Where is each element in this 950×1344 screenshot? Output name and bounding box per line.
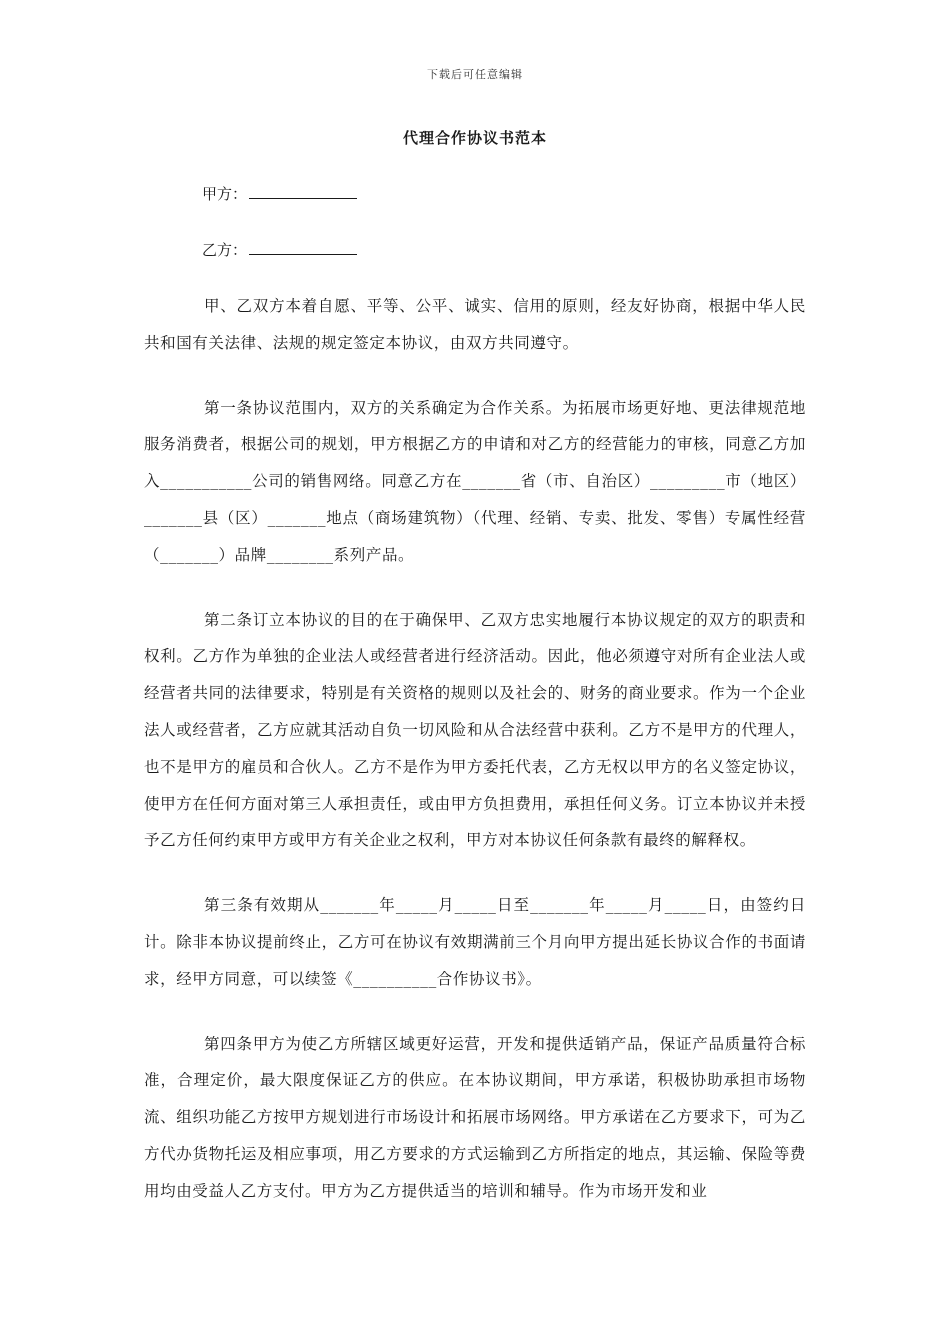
party-b-label: 乙方： xyxy=(202,241,248,259)
article-2-paragraph: 第二条订立本协议的目的在于确保甲、乙双方忠实地履行本协议规定的双方的职责和权利。乙方作为单独的企业法人或经营者进行经济活动。因此，他必须遵守对所有企业法人或经营者共同的法律要求，特别是有关资格的规则以及社会的、财务的商业要求。作为一个企业法人或经营者，乙方应就其活动自负一切风险和从合法经营中获利。乙方不是甲方的代理人，也不是甲方的雇员和合伙人。乙方不是作为甲方委托代表，乙方无权以甲方的名义签定协议，使甲方在任何方面对第三人承担责任，或由甲方负担费用，承担任何义务。订立本协议并未授予乙方任何约束甲方或甲方有关企业之权利，甲方对本协议任何条款有最终的解释权。 xyxy=(144,610,806,850)
article-1-paragraph: 第一条协议范围内，双方的关系确定为合作关系。为拓展市场更好地、更法律规范地服务消费者，根据公司的规划，甲方根据乙方的申请和对乙方的经营能力的审核，同意乙方加入___________公司的销售网络。同意乙方在_______省（市、自治区）_________市（地区）_______县（区）_______地点（商场建筑物）（代理、经销、专卖、批发、零售）专属性经营（_______）品牌________系列产品。 xyxy=(144,398,806,564)
document-title: 代理合作协议书范本 xyxy=(402,129,547,147)
document-body xyxy=(144,288,806,1238)
party-a-label: 甲方： xyxy=(202,185,248,203)
header-note: 下载后可任意编辑 xyxy=(427,68,523,81)
party-b-line xyxy=(202,240,357,260)
party-b-blank xyxy=(249,240,357,255)
party-a-line xyxy=(202,184,357,204)
article-3-paragraph: 第三条有效期从_______年_____月_____日至_______年_____月_____日，由签约日计。除非本协议提前终止，乙方可在协议有效期满前三个月向甲方提出延长协议合作的书面请求，经甲方同意，可以续签《__________合作协议书》。 xyxy=(144,896,806,988)
preamble-paragraph: 甲、乙双方本着自愿、平等、公平、诚实、信用的原则，经友好协商，根据中华人民共和国有关法律、法规的规定签定本协议，由双方共同遵守。 xyxy=(144,297,806,352)
article-4-paragraph: 第四条甲方为使乙方所辖区域更好运营，开发和提供适销产品，保证产品质量符合标准，合理定价，最大限度保证乙方的供应。在本协议期间，甲方承诺，积极协助承担市场物流、组织功能乙方按甲方规划进行市场设计和拓展市场网络。甲方承诺在乙方要求下，可为乙方代办货物托运及相应事项，用乙方要求的方式运输到乙方所指定的地点，其运输、保险等费用均由受益人乙方支付。甲方为乙方提供适当的培训和辅导。作为市场开发和业 xyxy=(144,1034,806,1200)
party-a-blank xyxy=(249,184,357,199)
